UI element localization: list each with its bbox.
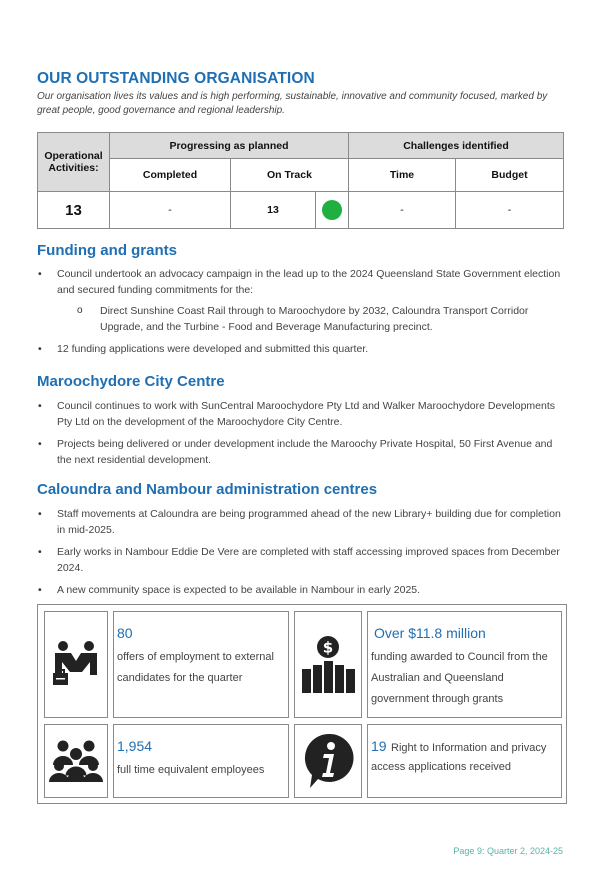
stat-text: full time equivalent employees: [117, 764, 265, 776]
list-item: • Early works in Nambour Eddie De Vere are completed with staff accessing improved spaces from December 2024.: [37, 544, 567, 576]
list-item: • Staff movements at Caloundra are being programmed ahead of the new Library+ building due for completion in mid-2025.: [37, 506, 567, 538]
group-progressing: Progressing as planned: [110, 133, 349, 159]
handshake-icon: [50, 639, 102, 691]
status-dot-icon: [322, 200, 342, 220]
stat-card-rti: [367, 724, 562, 798]
stat-number: 1,954: [117, 738, 153, 754]
money-chart-icon: [300, 635, 356, 695]
info-icon: [302, 732, 354, 790]
funding-list: [37, 266, 567, 363]
list-item: • Council undertook an advocacy campaign in the lead up to the 2024 Queensland State Government election and secured funding commitments for the: o Direct Sunshine Coast Rail through to Maroochydore by 2032, Caloundra Transport Corridor Upgrade, and the Turbine - Food and Beverage Manufacturing precinct.: [37, 266, 567, 335]
list-item: • 12 funding applications were developed and submitted this quarter.: [37, 341, 567, 357]
stat-card-funding: [367, 611, 562, 718]
maroochydore-heading: Maroochydore City Centre: [37, 373, 225, 390]
on-track-value: 13: [231, 192, 316, 229]
stat-text: funding awarded to Council from the Australian and Queensland government through grants: [371, 651, 548, 705]
stat-icon-cell: [294, 611, 362, 718]
budget-value: -: [456, 192, 564, 229]
stat-number: 19: [371, 738, 387, 754]
row-label: Operational Activities:: [38, 133, 110, 192]
col-completed: Completed: [110, 159, 231, 192]
stats-panel: [37, 604, 567, 804]
svg-text:$: $: [322, 638, 334, 656]
total-value: 13: [38, 192, 110, 229]
intro-text: Our organisation lives its values and is high performing, sustainable, innovative and community focused, marked by great people, good governance and regional leadership.: [37, 91, 548, 116]
status-cell: [316, 192, 349, 229]
stat-icon-cell: [44, 724, 108, 798]
page-footer: Page 9: Quarter 2, 2024-25: [453, 846, 563, 856]
list-subitem: o Direct Sunshine Coast Rail through to Maroochydore by 2032, Caloundra Transport Corridor Upgrade, and the Turbine - Food and Beverage Manufacturing precinct.: [75, 303, 567, 335]
stat-number: 80: [117, 625, 133, 641]
list-item: • Council continues to work with SunCentral Maroochydore Pty Ltd and Walker Maroochydore Developments Pty Ltd on the development of the Maroochydore City Centre.: [37, 398, 567, 430]
col-budget: Budget: [456, 159, 564, 192]
maroochydore-list: [37, 398, 567, 474]
completed-value: -: [110, 192, 231, 229]
stat-card-employees: [113, 724, 289, 798]
people-group-icon: [49, 738, 103, 784]
col-time: Time: [349, 159, 456, 192]
admin-list: [37, 506, 567, 604]
col-on-track: On Track: [231, 159, 349, 192]
list-item: • Projects being delivered or under development include the Maroochy Private Hospital, 50 First Avenue and the next residential development.: [37, 436, 567, 468]
time-value: -: [349, 192, 456, 229]
operational-activities-table: [37, 132, 564, 229]
group-challenges: Challenges identified: [349, 133, 564, 159]
stat-icon-cell: [294, 724, 362, 798]
stat-text: Right to Information and privacy access applications received: [371, 742, 547, 773]
funding-heading: Funding and grants: [37, 242, 177, 259]
page-title: OUR OUTSTANDING ORGANISATION: [37, 70, 315, 87]
list-item: • A new community space is expected to be available in Nambour in early 2025.: [37, 582, 567, 598]
stat-text: offers of employment to external candidates for the quarter: [117, 651, 274, 684]
stat-card-employment: [113, 611, 289, 718]
stat-number: Over $11.8 million: [374, 625, 486, 641]
admin-heading: Caloundra and Nambour administration centres: [37, 481, 378, 498]
stat-icon-cell: [44, 611, 108, 718]
